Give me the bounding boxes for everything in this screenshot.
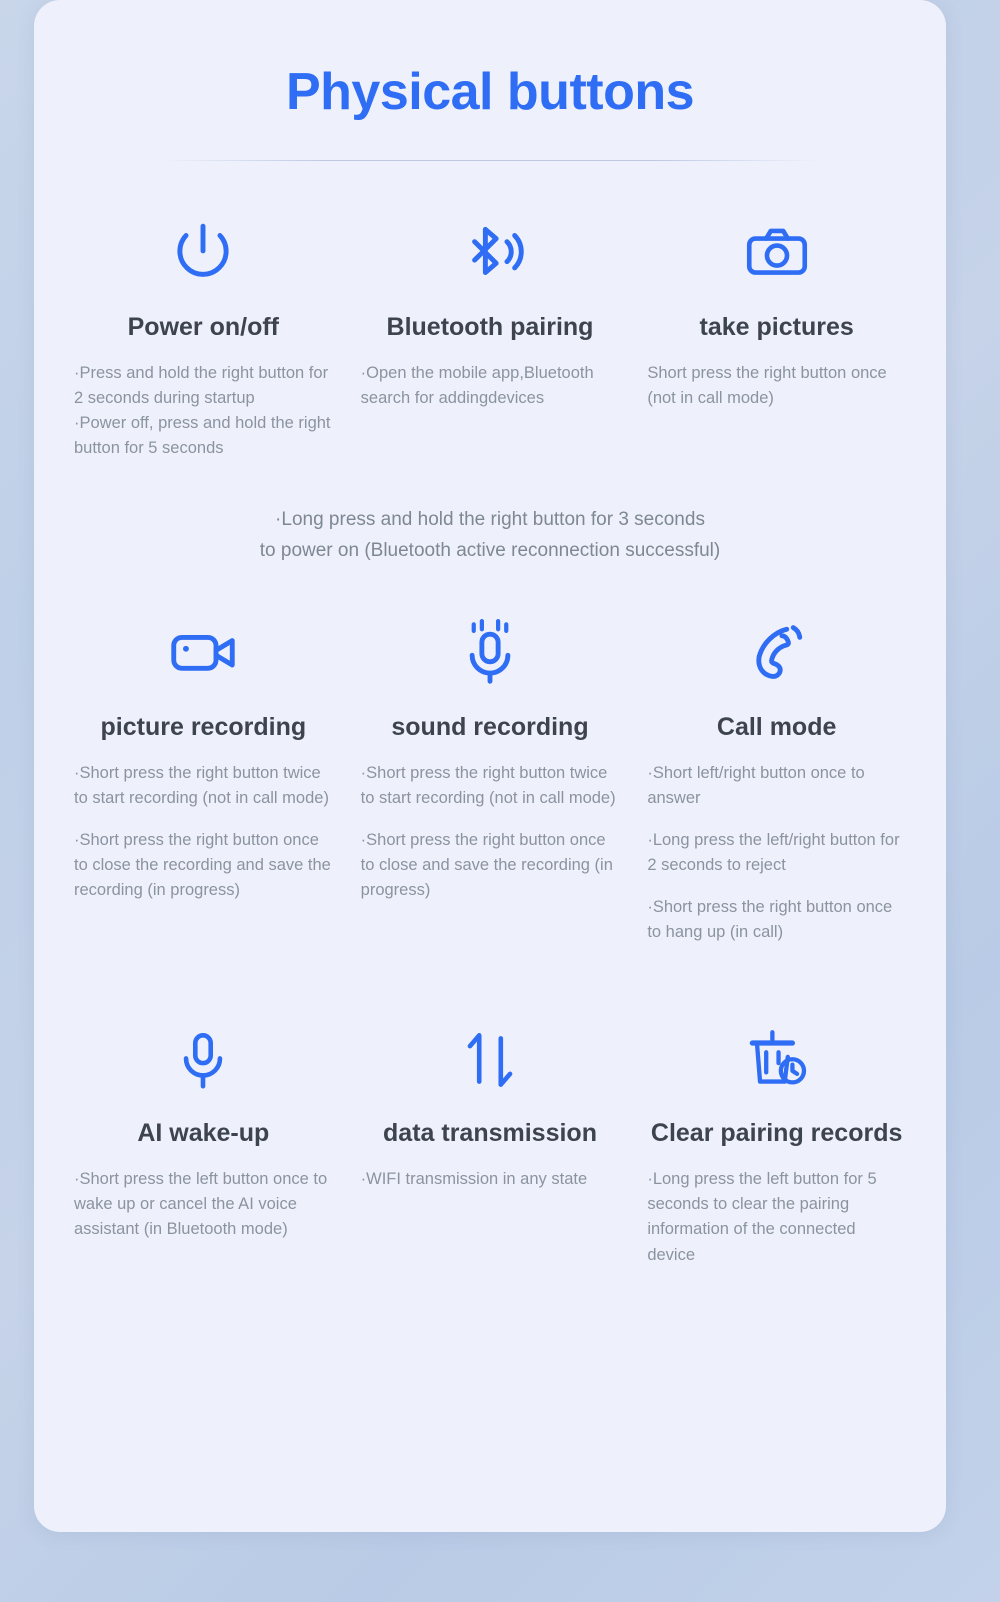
card-title: Power on/off	[127, 313, 280, 341]
feature-card-clear	[633, 1019, 920, 1267]
card-title: Call mode	[716, 712, 837, 741]
card-title: AI wake-up	[137, 1119, 270, 1148]
card-lines	[647, 761, 906, 945]
feature-card-photo	[633, 213, 920, 461]
card-line: ·Short press the left button once to wake up or cancel the AI voice assistant (in Bluetooth mode)	[74, 1170, 328, 1239]
microphone-icon	[74, 1019, 333, 1097]
card-title: Clear pairing records	[650, 1119, 903, 1148]
feature-card-sound	[347, 613, 634, 945]
card-lines	[647, 361, 906, 411]
page-title: Physical buttons	[285, 63, 695, 121]
card-line: ·Power off, press and hold the right button for 5 seconds	[74, 414, 331, 458]
midnote-line-1: ·Long press and hold the right button for 3 seconds	[275, 509, 705, 531]
card-lines	[361, 1167, 620, 1192]
phone-call-icon	[647, 613, 906, 691]
feature-row-1	[34, 213, 946, 461]
card-line: Short press the right button once (not in call mode)	[647, 364, 887, 408]
feature-card-ai	[60, 1019, 347, 1267]
microphone-recording-icon	[361, 613, 620, 691]
card-lines	[74, 1167, 333, 1242]
feature-row-3	[34, 1019, 946, 1267]
card-line: ·WIFI transmission in any state	[360, 1170, 588, 1189]
midnote-line-2: to power on (Bluetooth active reconnection successful)	[259, 540, 721, 562]
card-title: picture recording	[100, 712, 307, 741]
card-line: ·Short left/right button once to answer	[647, 763, 865, 807]
title-divider	[160, 160, 820, 161]
feature-card-video	[60, 613, 347, 945]
video-camera-icon	[74, 613, 333, 691]
card-title: sound recording	[391, 712, 589, 741]
card-line: ·Long press the left/right button for 2 seconds to reject	[647, 831, 900, 875]
card-title: Bluetooth pairing	[386, 313, 594, 341]
clear-history-trash-icon	[647, 1019, 906, 1097]
feature-card-data	[347, 1019, 634, 1267]
feature-card-call	[633, 613, 920, 945]
card-lines	[74, 761, 333, 903]
card-line: ·Press and hold the right button for 2 seconds during startup	[74, 364, 329, 408]
feature-row-2	[34, 613, 946, 945]
midnote	[140, 505, 840, 567]
card-line: ·Short press the right button once to hang up (in call)	[647, 898, 893, 942]
card-title: take pictures	[699, 313, 854, 341]
card-line: ·Short press the right button once to close and save the recording (in progress)	[360, 831, 613, 900]
card-line: ·Short press the right button twice to start recording (not in call mode)	[74, 763, 329, 807]
bluetooth-icon	[361, 213, 620, 291]
data-transfer-arrows-icon	[361, 1019, 620, 1097]
card-lines	[361, 761, 620, 903]
card-line: ·Short press the right button twice to start recording (not in call mode)	[360, 763, 616, 807]
card-lines	[74, 361, 333, 461]
camera-icon	[647, 213, 906, 291]
feature-card-bluetooth	[347, 213, 634, 461]
card-line: ·Long press the left button for 5 seconds to clear the pairing information of the connected device	[647, 1170, 877, 1264]
document-page	[34, 0, 946, 1532]
card-lines	[361, 361, 620, 411]
feature-card-power	[60, 213, 347, 461]
power-icon	[74, 213, 333, 291]
card-line: ·Short press the right button once to close the recording and save the recording (in progress)	[74, 831, 331, 900]
card-line: ·Open the mobile app,Bluetooth search for addingdevices	[360, 364, 594, 408]
card-title: data transmission	[383, 1119, 597, 1148]
card-lines	[647, 1167, 906, 1267]
